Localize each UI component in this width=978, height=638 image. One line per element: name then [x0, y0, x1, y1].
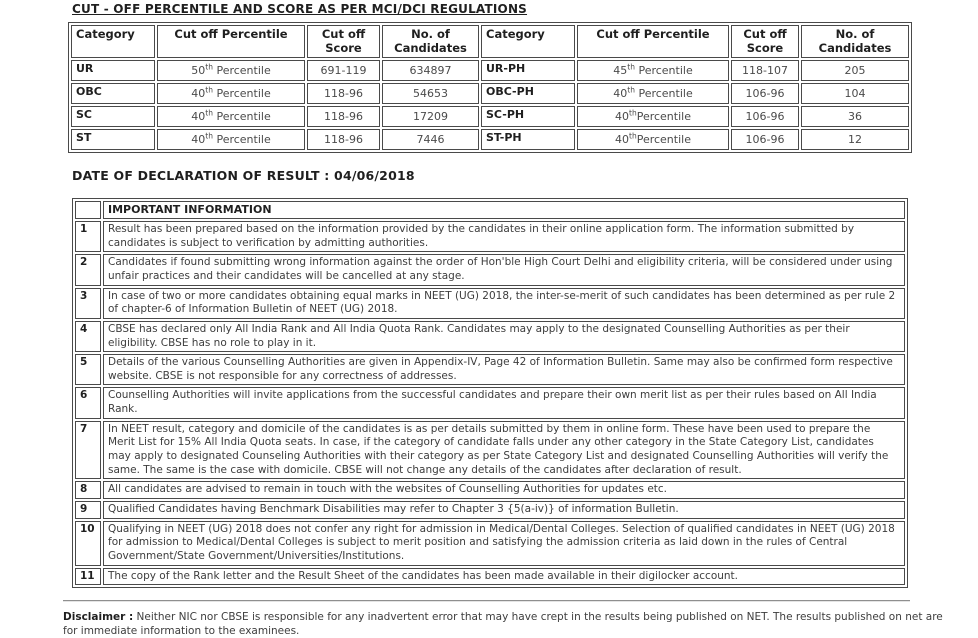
- percentile-number: 50: [191, 63, 206, 77]
- percentile-label: Percentile: [634, 86, 693, 100]
- candidates-cell: 17209: [382, 106, 479, 127]
- info-row-text: The copy of the Rank letter and the Result Sheet of the candidates has been made available in their digilocker account.: [103, 568, 905, 586]
- info-row: [75, 321, 905, 352]
- cutoff-row: [71, 129, 909, 150]
- percentile-ordinal: th: [205, 62, 213, 72]
- category-cell: SC-PH: [481, 106, 575, 127]
- percentile-ordinal: th: [629, 108, 637, 118]
- category-cell: OBC-PH: [481, 83, 575, 104]
- info-row-number: 3: [75, 288, 101, 319]
- category-cell: UR-PH: [481, 60, 575, 81]
- info-row: [75, 481, 905, 499]
- divider: [63, 600, 910, 602]
- percentile-ordinal: th: [205, 108, 213, 118]
- score-cell: 106-96: [731, 129, 799, 150]
- candidates-cell: 205: [801, 60, 909, 81]
- cutoff-row: [71, 60, 909, 81]
- candidates-cell: 36: [801, 106, 909, 127]
- percentile-number: 40: [615, 109, 629, 123]
- category-cell: SC: [71, 106, 155, 127]
- category-cell: ST: [71, 129, 155, 150]
- info-row: [75, 221, 905, 252]
- percentile-label: Percentile: [212, 63, 271, 77]
- info-row-number: 1: [75, 221, 101, 252]
- cutoff-row: [71, 106, 909, 127]
- percentile-cell: [577, 129, 729, 150]
- score-cell: 118-96: [307, 129, 380, 150]
- disclaimer: [63, 610, 945, 638]
- score-cell: 106-96: [731, 106, 799, 127]
- candidates-cell: 7446: [382, 129, 479, 150]
- percentile-number: 40: [191, 109, 206, 123]
- score-cell: 118-96: [307, 83, 380, 104]
- score-cell: 118-96: [307, 106, 380, 127]
- percentile-cell: [577, 60, 729, 81]
- category-cell: UR: [71, 60, 155, 81]
- info-header-empty-cell: [75, 201, 101, 219]
- info-row-number: 7: [75, 421, 101, 480]
- info-row: [75, 354, 905, 385]
- percentile-cell: [577, 106, 729, 127]
- candidates-cell: 104: [801, 83, 909, 104]
- disclaimer-label: Disclaimer :: [63, 611, 134, 624]
- important-info-table: [72, 198, 908, 588]
- percentile-label: Percentile: [212, 86, 271, 100]
- score-cell: 106-96: [731, 83, 799, 104]
- candidates-header: No. of Candidates: [801, 25, 909, 58]
- info-row-text: All candidates are advised to remain in touch with the websites of Counselling Authorities for updates etc.: [103, 481, 905, 499]
- score-cell: 118-107: [731, 60, 799, 81]
- cutoff-header-row: [71, 25, 909, 58]
- info-row-text: In case of two or more candidates obtaining equal marks in NEET (UG) 2018, the inter-se-merit of such candidates has been determined as per rule 2 of chapter-6 of Information Bulletin of NEET (UG) 2018.: [103, 288, 905, 319]
- candidates-cell: 54653: [382, 83, 479, 104]
- percentile-number: 40: [191, 86, 206, 100]
- cutoff-table: [68, 22, 912, 153]
- info-row-text: Details of the various Counselling Authorities are given in Appendix-IV, Page 42 of Information Bulletin. Same may also be confirmed form respective website. CBSE is not responsible for any correctness of addresses.: [103, 354, 905, 385]
- percentile-number: 40: [615, 132, 629, 146]
- percentile-cell: [577, 83, 729, 104]
- candidates-header: No. of Candidates: [382, 25, 479, 58]
- info-row-text: In NEET result, category and domicile of the candidates is as per details submitted by them in online form. These have been used to prepare the Merit List for 15% All India Quota seats. In case, if the category of candidate falls under any other category in the State Category List, candidates may apply to designated Counseling Authorities with their category as per State Category List and designated Counselling Authorities will verify the same. The same is the case with domicile. CBSE will not change any details of the candidates after declaration of result.: [103, 421, 905, 480]
- score-header: Cut off Score: [307, 25, 380, 58]
- score-header: Cut off Score: [731, 25, 799, 58]
- score-cell: 691-119: [307, 60, 380, 81]
- percentile-cell: [157, 83, 305, 104]
- info-row: [75, 254, 905, 285]
- page-title: CUT - OFF PERCENTILE AND SCORE AS PER MCI/DCI REGULATIONS: [72, 2, 528, 16]
- category-header: Category: [481, 25, 575, 58]
- category-header: Category: [71, 25, 155, 58]
- info-row-number: 8: [75, 481, 101, 499]
- info-row-number: 9: [75, 501, 101, 519]
- info-row: [75, 421, 905, 480]
- percentile-ordinal: th: [205, 85, 213, 95]
- info-row-number: 2: [75, 254, 101, 285]
- info-row-number: 4: [75, 321, 101, 352]
- disclaimer-text: Neither NIC nor CBSE is responsible for any inadvertent error that may have crept in the results being published on NET. The results published on net are for immediate information to the examinees.: [63, 611, 943, 638]
- info-row: [75, 387, 905, 418]
- info-row: [75, 288, 905, 319]
- info-row: [75, 568, 905, 586]
- info-row-text: Qualifying in NEET (UG) 2018 does not confer any right for admission in Medical/Dental Colleges. Selection of qualified candidates in NEET (UG) 2018 for admission to Medical/Dental Colleges is subject to merit position and satisfying the admission criteria as laid down in the rules of Central Government/State Government/Universities/Institutions.: [103, 521, 905, 566]
- info-header-row: [75, 201, 905, 219]
- candidates-cell: 634897: [382, 60, 479, 81]
- percentile-cell: [157, 106, 305, 127]
- info-row-number: 11: [75, 568, 101, 586]
- category-cell: OBC: [71, 83, 155, 104]
- percentile-number: 40: [613, 86, 628, 100]
- info-row-text: Candidates if found submitting wrong information against the order of Hon'ble High Court Delhi and eligibility criteria, will be considered under using unfair practices and their candidates will be cancelled at any stage.: [103, 254, 905, 285]
- percentile-ordinal: th: [627, 62, 635, 72]
- info-row: [75, 501, 905, 519]
- info-row-number: 10: [75, 521, 101, 566]
- percentile-cell: [157, 60, 305, 81]
- info-row-number: 6: [75, 387, 101, 418]
- percentile-label: Percentile: [212, 132, 271, 146]
- percentile-ordinal: th: [627, 85, 635, 95]
- info-row-text: Counselling Authorities will invite applications from the successful candidates and prepare their own merit list as per their rules based on All India Rank.: [103, 387, 905, 418]
- info-header-title: IMPORTANT INFORMATION: [103, 201, 905, 219]
- percentile-number: 40: [191, 132, 206, 146]
- percentile-cell: [157, 129, 305, 150]
- info-row: [75, 521, 905, 566]
- percentile-header: Cut off Percentile: [577, 25, 729, 58]
- declaration-date: DATE OF DECLARATION OF RESULT : 04/06/2018: [72, 167, 415, 183]
- percentile-ordinal: th: [629, 131, 637, 141]
- percentile-ordinal: th: [205, 131, 213, 141]
- percentile-label: Percentile: [634, 63, 693, 77]
- percentile-number: 45: [613, 63, 628, 77]
- category-cell: ST-PH: [481, 129, 575, 150]
- info-row-number: 5: [75, 354, 101, 385]
- percentile-label: Percentile: [636, 109, 691, 123]
- candidates-cell: 12: [801, 129, 909, 150]
- percentile-label: Percentile: [636, 132, 691, 146]
- cutoff-row: [71, 83, 909, 104]
- info-row-text: Result has been prepared based on the information provided by the candidates in their online application form. The information submitted by candidates is subject to verification by admitting authorities.: [103, 221, 905, 252]
- info-row-text: Qualified Candidates having Benchmark Disabilities may refer to Chapter 3 {5(a-iv)} of information Bulletin.: [103, 501, 905, 519]
- percentile-label: Percentile: [212, 109, 271, 123]
- percentile-header: Cut off Percentile: [157, 25, 305, 58]
- info-row-text: CBSE has declared only All India Rank and All India Quota Rank. Candidates may apply to the designated Counselling Authorities as per their eligibility. CBSE has no role to play in it.: [103, 321, 905, 352]
